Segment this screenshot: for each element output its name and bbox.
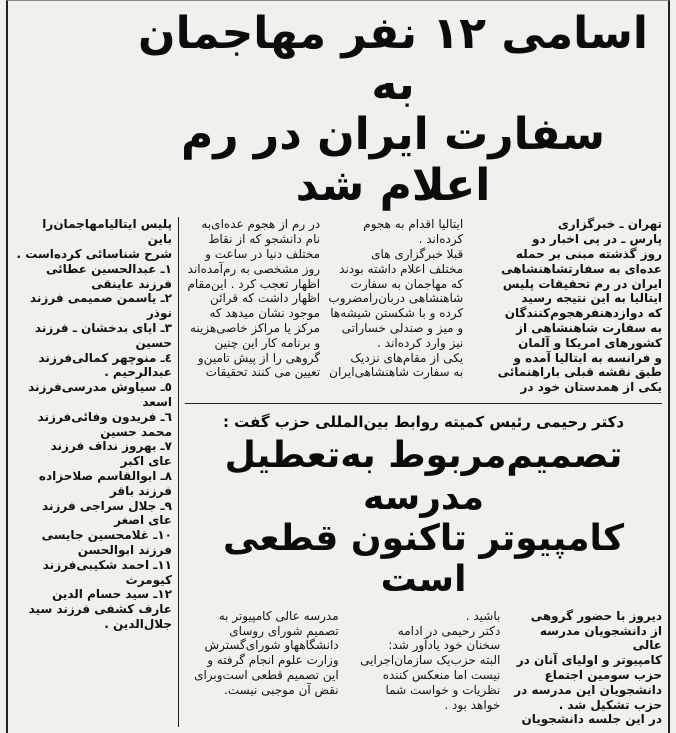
text-line: که دوازدهنفرهجوم‌کنندگان	[504, 306, 662, 321]
text-line: ۸ـ ابوالقاسم صلاحزاده	[38, 468, 172, 483]
text-line: ٦ـ فریدون وفائی‌فرزند	[37, 409, 172, 424]
text-line: حسین	[135, 335, 172, 350]
text-line: ۱۱ـ احمد شکیبی‌فرزند	[42, 557, 172, 572]
text-line: ایتالیا به این نتیجه رسید	[521, 291, 662, 306]
text-line: پلیس ایتالیامهاجمان‌را باین	[42, 217, 172, 247]
text-line: نظریات و خواست شما	[385, 682, 501, 697]
text-line: عده‌ای به سفارتشاهنشاهی	[501, 261, 662, 276]
text-line: فرزند عاینقی	[91, 276, 172, 291]
article-frame	[6, 0, 670, 733]
headline-line-1: اسامی ۱۲ نفر مهاجمان به	[138, 8, 648, 110]
text-line: و برنامه کار این چنین	[214, 335, 321, 350]
text-line: خواهد بود .	[444, 697, 501, 712]
text-line: به سفارت شاهنشاهی‌ایران	[329, 365, 464, 380]
article1-column-1	[471, 217, 662, 395]
text-line: یکی از همدستان خود در	[520, 380, 662, 395]
text-line: روز مشخصی به رم‌آمده‌اند	[187, 261, 321, 276]
text-line: تهران ـ خبرگزاری	[557, 217, 662, 232]
text-line: کشورهای امریکا و آلمان	[518, 335, 662, 350]
headline-line-2: سفارت ایران در رم اعلام شد	[180, 109, 606, 211]
text-line: وزارت علوم انجام گرفته و	[207, 653, 339, 668]
text-line: فرزند باقر	[109, 483, 172, 498]
article2-column-2	[347, 609, 501, 727]
text-line: کیومرث	[125, 572, 172, 587]
article2-headline-line-2: کامپیوتر تاکنون قطعی است	[222, 517, 625, 601]
text-line: سخنان خود یادآور شد:	[388, 638, 501, 653]
article2-headline-line-1: تصمیم‌مربوط به‌تعطیل مدرسه	[224, 435, 623, 518]
text-line: حزب تشکیل شد .	[558, 697, 662, 712]
text-line: دیروز با حضور گروهی	[530, 608, 662, 623]
text-line: در این جلسه دانشجویان	[521, 712, 662, 727]
text-line: و میز و صندلی خساراتی	[341, 320, 464, 335]
text-line: شاهنشاهی دربان‌رامضروب	[328, 291, 464, 306]
text-line: مرکز یا مراکز خاصی‌هزینه	[189, 320, 321, 335]
article1-column-2	[328, 217, 463, 395]
text-line: ۱۲ـ سید حسام الدین	[52, 587, 172, 602]
text-line: مختلف دنیا در ساعت و	[205, 246, 321, 261]
text-line: موجود نشان میدهد که	[209, 306, 321, 321]
text-line: گروهی را از پیش تامین‌و	[197, 350, 321, 365]
text-line: پارس ـ در پی اخبار دو	[532, 232, 662, 247]
text-line: جلال‌الدین .	[104, 616, 172, 631]
text-line: کرده‌اند .	[418, 232, 464, 247]
text-line: مدرسه عالی کامپیوتر به	[218, 608, 339, 623]
text-line: ۲ـ یاسمن صمیمی فرزند	[29, 291, 172, 306]
text-line: اظهار داشت که قرائن	[209, 291, 321, 306]
text-line: روز گذشته مبنی بر حمله	[515, 246, 662, 261]
text-line: تعیین می کنند تحقیقات	[205, 365, 321, 380]
text-line: ۱ـ عبدالحسین عطائی	[45, 261, 172, 276]
text-line: و فرانسه به ایتالیا آمده و	[513, 350, 662, 365]
text-line: عای اکبر	[120, 454, 172, 469]
article2-kicker: دکتر رحیمی رئیس کمیته روابط بین‌المللی حزب گفت :	[222, 412, 625, 431]
text-line: این تصمیم قطعی است‌وبرای	[194, 667, 339, 682]
text-line: کامپیوتر و اولیای آنان در	[516, 653, 662, 668]
article1-column-3	[185, 217, 320, 395]
text-line: نام دانشجو که از نقاط	[208, 232, 321, 247]
text-line: ۷ـ بهروز نداف فرزند	[50, 439, 172, 454]
text-line: باشید .	[465, 608, 501, 623]
article2-columns	[185, 609, 662, 727]
text-line: فرزند ابوالحسن	[77, 542, 172, 557]
text-line: نوذر	[146, 306, 172, 321]
text-line: البته حزب‌یک سازمان‌اجرایی	[360, 653, 501, 668]
text-line: نقض آن موجبی نیست.	[224, 682, 339, 697]
text-line: شرح شناسائی کرده‌است .	[16, 246, 172, 261]
text-line: ایتالیا اقدام به هجوم	[363, 217, 464, 232]
text-line: ٥ـ سیاوش مدرسی‌فرزند	[28, 380, 172, 395]
article-divider	[185, 403, 662, 404]
article2-column-1	[508, 609, 662, 727]
text-line: نیز وارد کرده‌اند .	[377, 335, 464, 350]
main-area	[178, 217, 662, 727]
text-line: مختلف اعلام داشته بودند	[339, 261, 464, 276]
text-line: یکی از مقام‌های نزدیک	[350, 350, 464, 365]
text-line: ۹ـ جلال سراجی فرزند	[42, 498, 172, 513]
text-line: ٤ـ منوچهر کمالی‌فرزند	[38, 350, 172, 365]
text-line: نیست اما منعکس کننده	[382, 667, 501, 682]
text-line: از دانشجویان مدرسه عالی	[539, 623, 662, 653]
text-line: حزب سومین اجتماع	[544, 667, 662, 682]
text-line: محمد حسین	[100, 424, 172, 439]
text-line: تصمیم شورای روسای	[229, 623, 339, 638]
text-line: که مهاجمان به سفارت	[350, 276, 464, 291]
text-line: دانشگاهها‌و شورای‌گسترش	[204, 638, 339, 653]
text-line: ایران در رم تحقیقات پلیس	[502, 276, 662, 291]
text-line: عبدالرحیم .	[104, 365, 172, 380]
article-body	[14, 217, 662, 727]
text-line: طبق نقشه قبلی باراهنمائی	[497, 365, 662, 380]
text-line: دکتر رحیمی در ادامه	[397, 623, 501, 638]
article1-columns	[185, 217, 662, 395]
text-line: اظهار تعجب کرد . این‌مقام	[187, 276, 321, 291]
article1-names-list	[14, 217, 178, 727]
text-line: کرده و با شکستن شیشه‌ها	[330, 306, 464, 321]
article2-column-3	[185, 609, 339, 727]
text-line: عای اصغر	[114, 513, 172, 528]
text-line: عارف کشفی فرزند سید	[28, 602, 172, 617]
text-line: ۱۰ـ غلامحسین جایسی	[41, 528, 172, 543]
text-line: اسعد	[142, 394, 172, 409]
text-line: قبلا خبرگزاری های	[371, 246, 464, 261]
text-line: دانشجویان این مدرسه در	[514, 682, 662, 697]
text-line: در رم از هجوم عده‌ای‌به	[201, 217, 321, 232]
text-line: به سفارت شاهنشاهی از	[516, 320, 662, 335]
text-line: ۳ـ ایای بدخشان ـ فرزند	[34, 320, 172, 335]
